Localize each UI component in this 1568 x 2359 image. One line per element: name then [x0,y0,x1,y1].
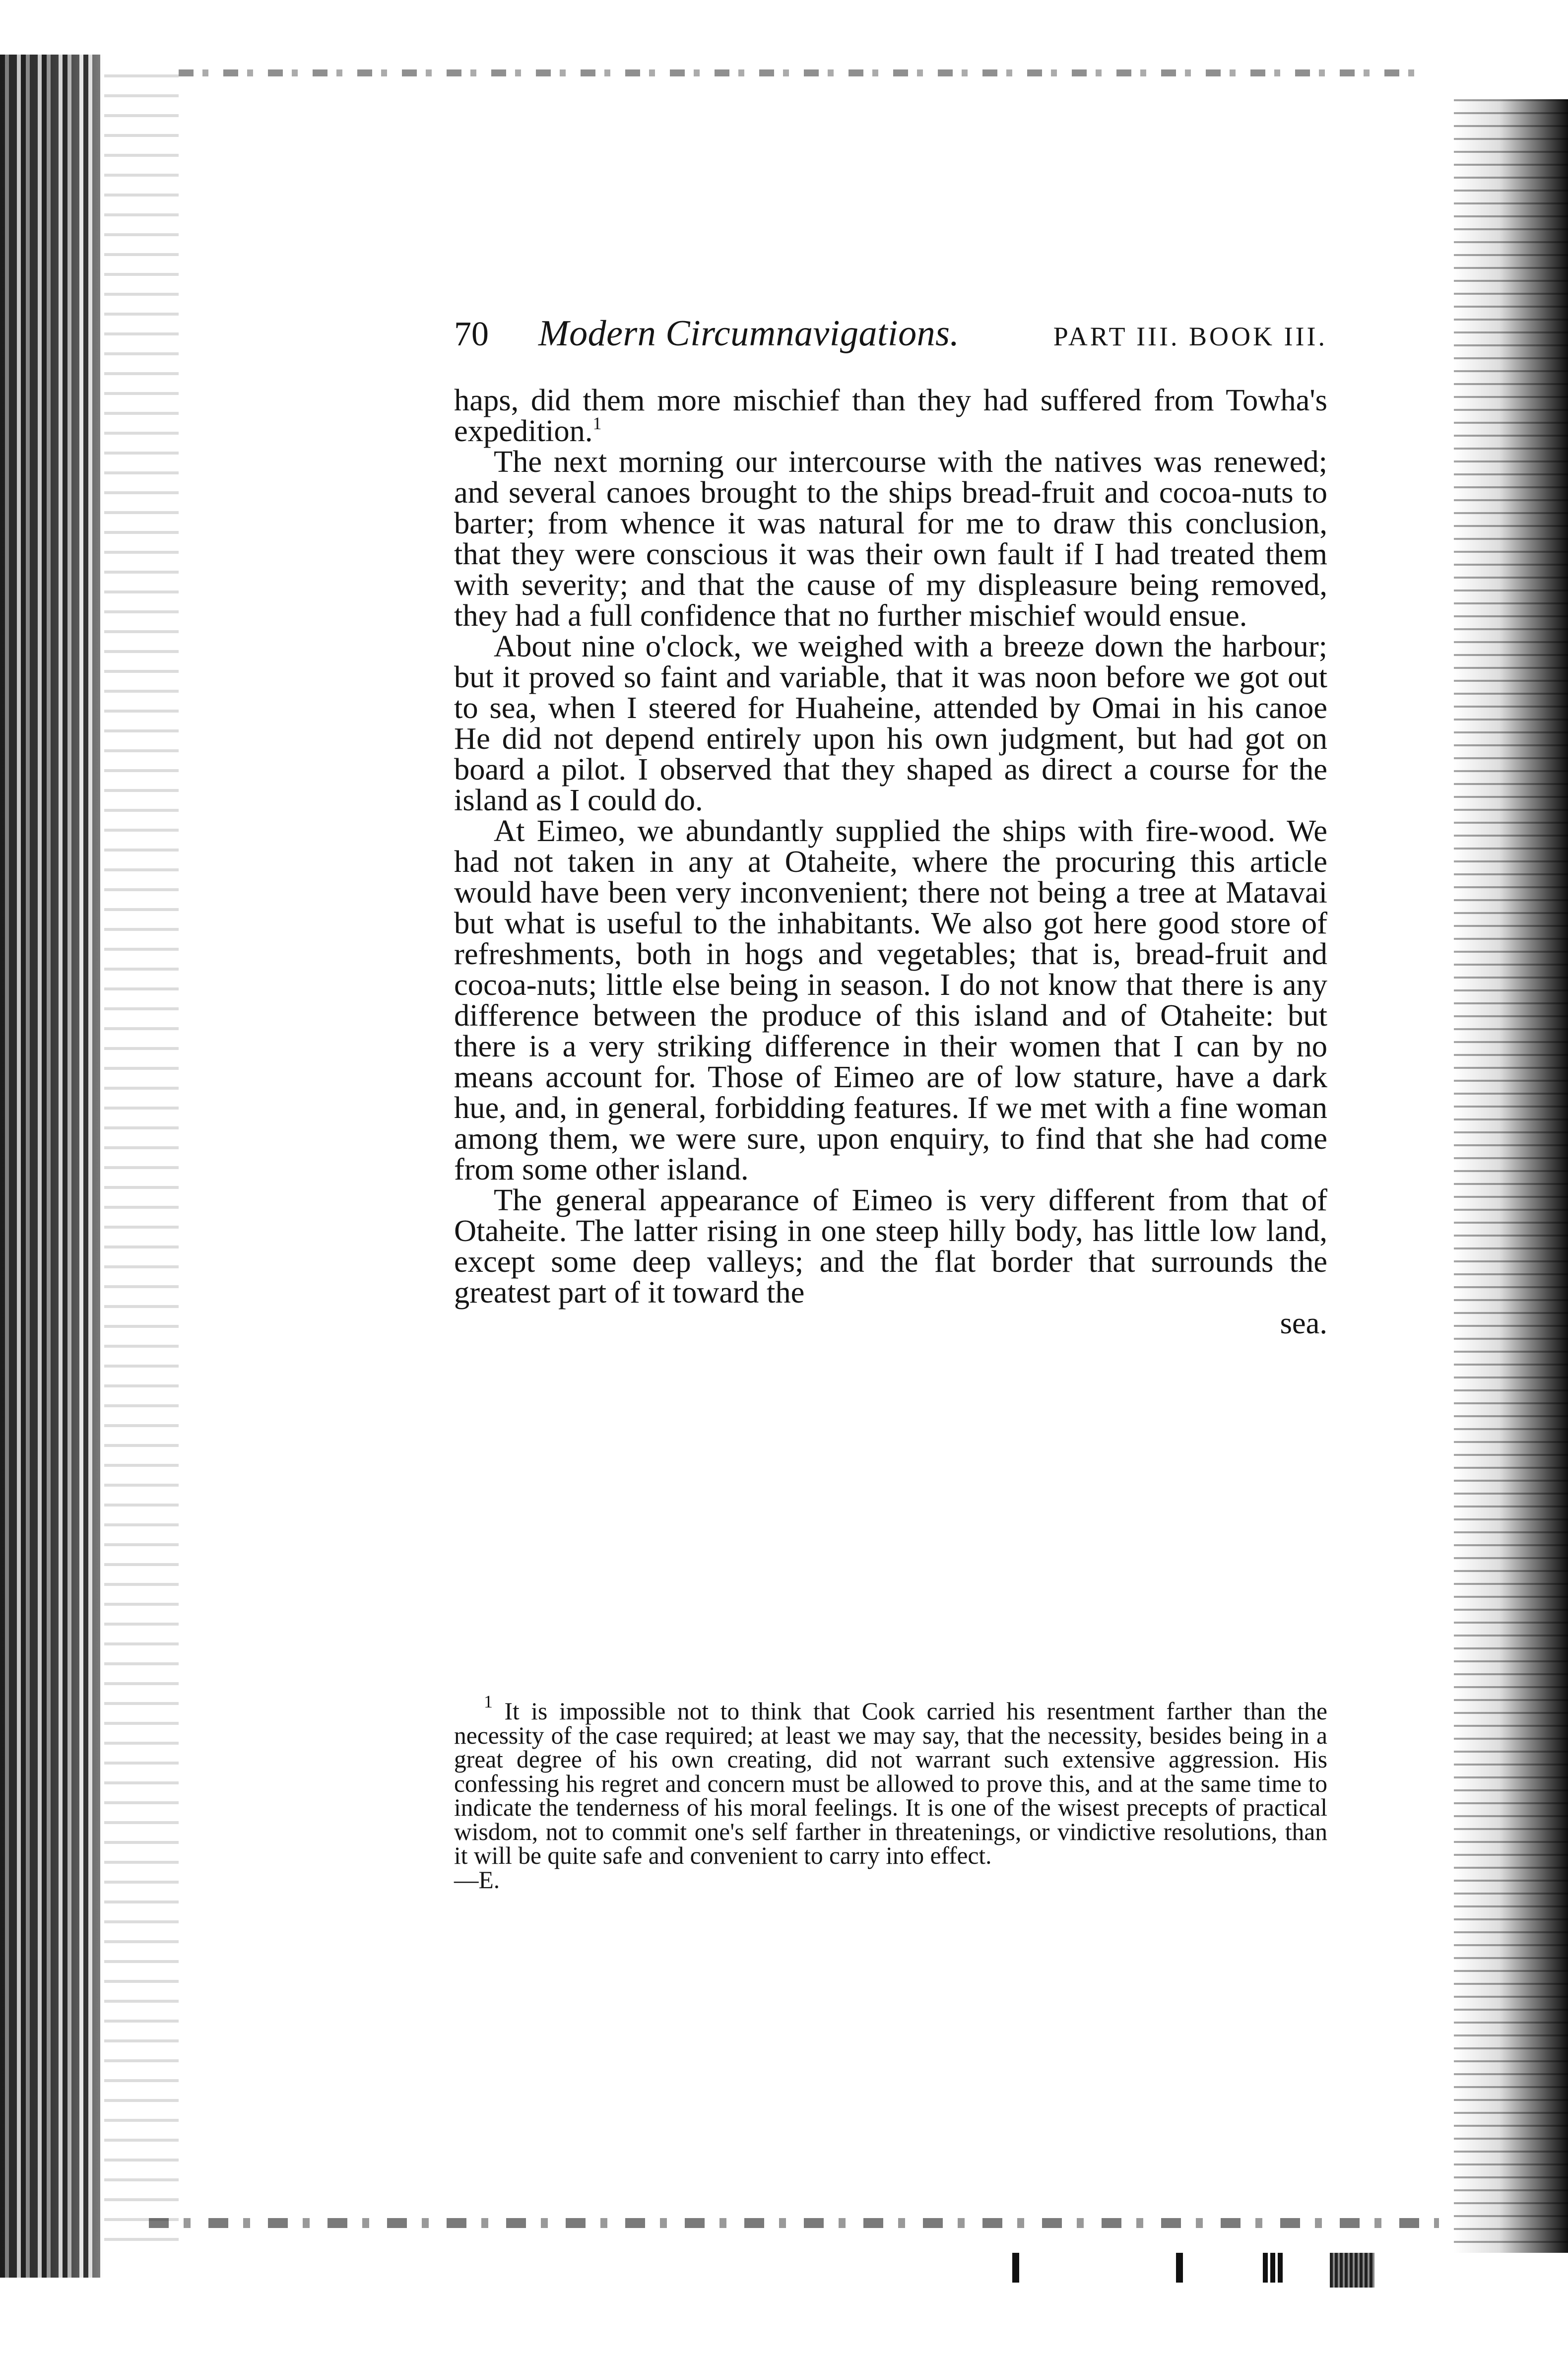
page-edge-bottom [149,2218,1439,2228]
footnote-signature: —E. [454,1866,500,1894]
footnote [454,1692,1328,1894]
body-text [454,385,1327,1338]
paragraph: About nine o'clock, we weighed with a breeze down the harbour; but it proved so faint and variable, that it was noon before we got out to sea, when I steered for Huaheine, attended by Omai in his canoe He did not depend entirely upon his own judgment, but had got on board a pilot. I observed that they shaped as direct a course for the island as I could do. [454,629,1327,817]
running-section: PART III. BOOK III. [1053,322,1327,351]
paragraph: At Eimeo, we abundantly supplied the ships with fire-wood. We had not taken in any at Otaheite, where the procuring this article would have been very inconvenient; there not being a tree at Matavai but what is useful to the inhabitants. We also got here good store of refreshments, both in hogs and vegetables; that is, bread-fruit and cocoa-nuts; little else being in season. I do not know that there is any difference between the produce of this island and of Otaheite: but there is a very striking difference in their women that I can by no means account for. Those of Eimeo are of low stature, have a dark hue, and, in general, forbidding features. If we met with a fine woman among them, we were sure, upon enquiry, to find that she had come from some other island. [454,813,1327,1186]
binding-gutter-texture [104,74,179,2258]
paragraph: The general appearance of Eimeo is very different from that of Otaheite. The latter rising in one steep hilly body, has little low land, except some deep valleys; and the flat border that surrounds the greatest part of it toward the [454,1182,1327,1310]
paragraph [454,385,1327,446]
scan-artifact [1012,2253,1019,2283]
footnote-text: It is impossible not to think that Cook carried his resentment farther than the necessity of the case required; at least we may say, that the necessity, besides being in a great degree of his own creating, did not warrant such extensive aggression. His confessing his regret and concern must be allowed to prove this, and at the same time to indicate the tenderness of his moral feelings. It is one of the wisest precepts of practical wisdom, not to commit one's self farther in threatenings, or vindictive resolutions, than it will be quite safe and convenient to carry into effect. [454,1698,1328,1869]
footnote-text-block [454,1692,1328,1869]
scan-artifact [1176,2253,1183,2283]
page-edge-top [179,69,1419,76]
running-header [454,313,1327,367]
book-binding-shadow [0,55,104,2278]
running-title: Modern Circumnavigations. [538,313,960,354]
page-edge-right [1454,99,1568,2253]
footnote-marker: 1 [484,1692,493,1711]
paragraph: The next morning our intercourse with the natives was renewed; and several canoes brought to the ships bread-fruit and cocoa-nuts to barter; from whence it was natural for me to draw this conclusion, that they were conscious it was their own fault if I had treated them with severity; and that the cause of my displeasure being removed, they had a full confidence that no further mischief would ensue. [454,444,1327,633]
scan-artifact [1330,2253,1374,2288]
paragraph-text: haps, did them more mischief than they had suffered from Towha's expedition. [454,383,1327,448]
scan-artifact [1263,2253,1283,2283]
footnote-reference[interactable]: 1 [592,413,602,433]
page-number: 70 [454,315,489,353]
catchword: sea. [1280,1306,1327,1340]
